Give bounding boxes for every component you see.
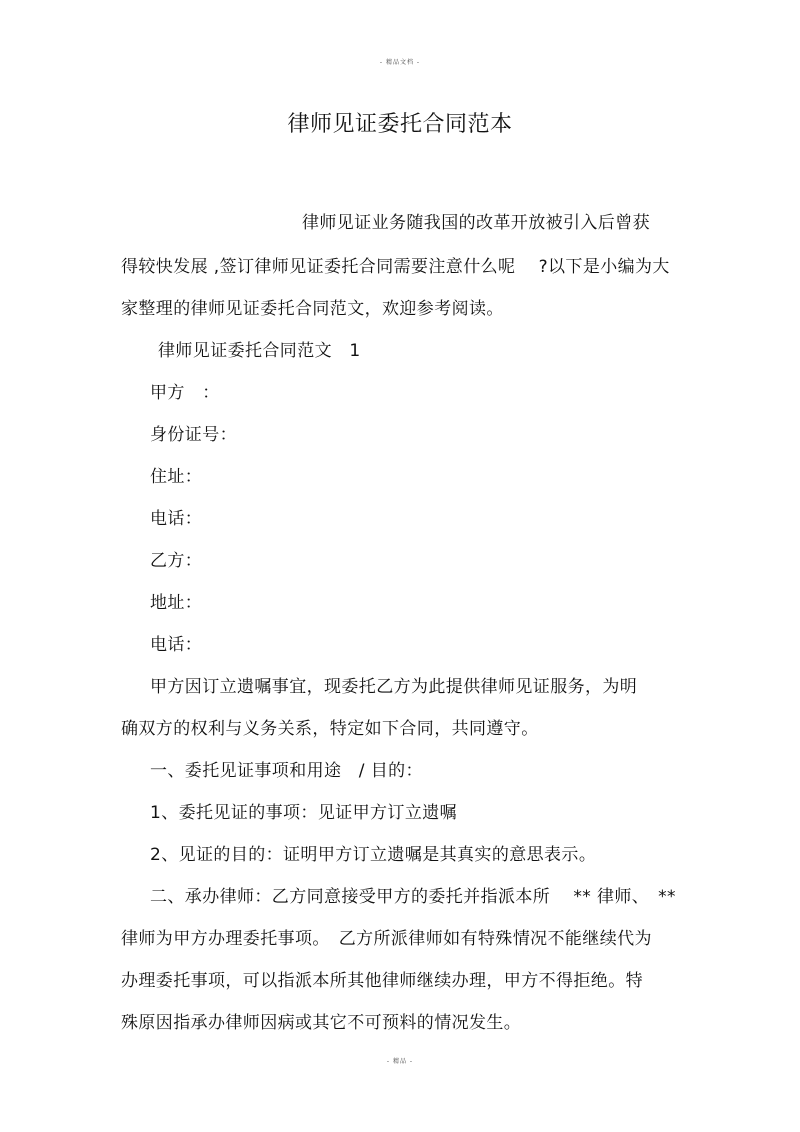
clause-item: 1、委托见证的事项：见证甲方订立遗嘱 bbox=[150, 803, 458, 823]
paragraph-line: 甲方因订立遗嘱事宜，现委托乙方为此提供律师见证服务，为明 bbox=[150, 677, 638, 697]
header-watermark: - 精品文档 - bbox=[379, 59, 421, 66]
paragraph-line: 得较快发展 ,签订律师见证委托合同需要注意什么呢 ?以下是小编为大 bbox=[121, 257, 670, 277]
document-title: 律师见证委托合同范本 bbox=[287, 112, 513, 137]
field-party-b: 乙方： bbox=[150, 551, 203, 571]
clause-heading: 一、委托见证事项和用途 / 目的： bbox=[150, 761, 423, 781]
field-address-b: 地址： bbox=[150, 593, 203, 613]
paragraph-line: 殊原因指承办律师因病或其它不可预料的情况发生。 bbox=[121, 1013, 522, 1033]
section-heading: 律师见证委托合同范文 1 bbox=[158, 341, 361, 361]
field-phone-b: 电话： bbox=[150, 635, 203, 655]
field-party-a: 甲方 ： bbox=[150, 383, 220, 403]
field-residence: 住址： bbox=[150, 467, 203, 487]
field-phone-a: 电话： bbox=[150, 509, 203, 529]
paragraph-line: 确双方的权利与义务关系，特定如下合同，共同遵守。 bbox=[121, 719, 539, 739]
footer-watermark: - 精品 - bbox=[386, 1058, 414, 1065]
clause-heading: 二、承办律师：乙方同意接受甲方的委托并指派本所 ** 律师、 ** bbox=[150, 887, 676, 907]
field-id-number: 身份证号： bbox=[150, 425, 237, 445]
paragraph-line: 办理委托事项，可以指派本所其他律师继续办理，甲方不得拒绝。特 bbox=[121, 971, 643, 991]
paragraph-line: 律师见证业务随我国的改革开放被引入后曾获 bbox=[302, 213, 650, 233]
clause-item: 2、见证的目的：证明甲方订立遗嘱是其真实的意思表示。 bbox=[150, 845, 597, 865]
paragraph-line: 律师为甲方办理委托事项。 乙方所派律师如有特殊情况不能继续代为 bbox=[121, 929, 652, 949]
paragraph-line: 家整理的律师见证委托合同范文，欢迎参考阅读。 bbox=[121, 299, 504, 319]
